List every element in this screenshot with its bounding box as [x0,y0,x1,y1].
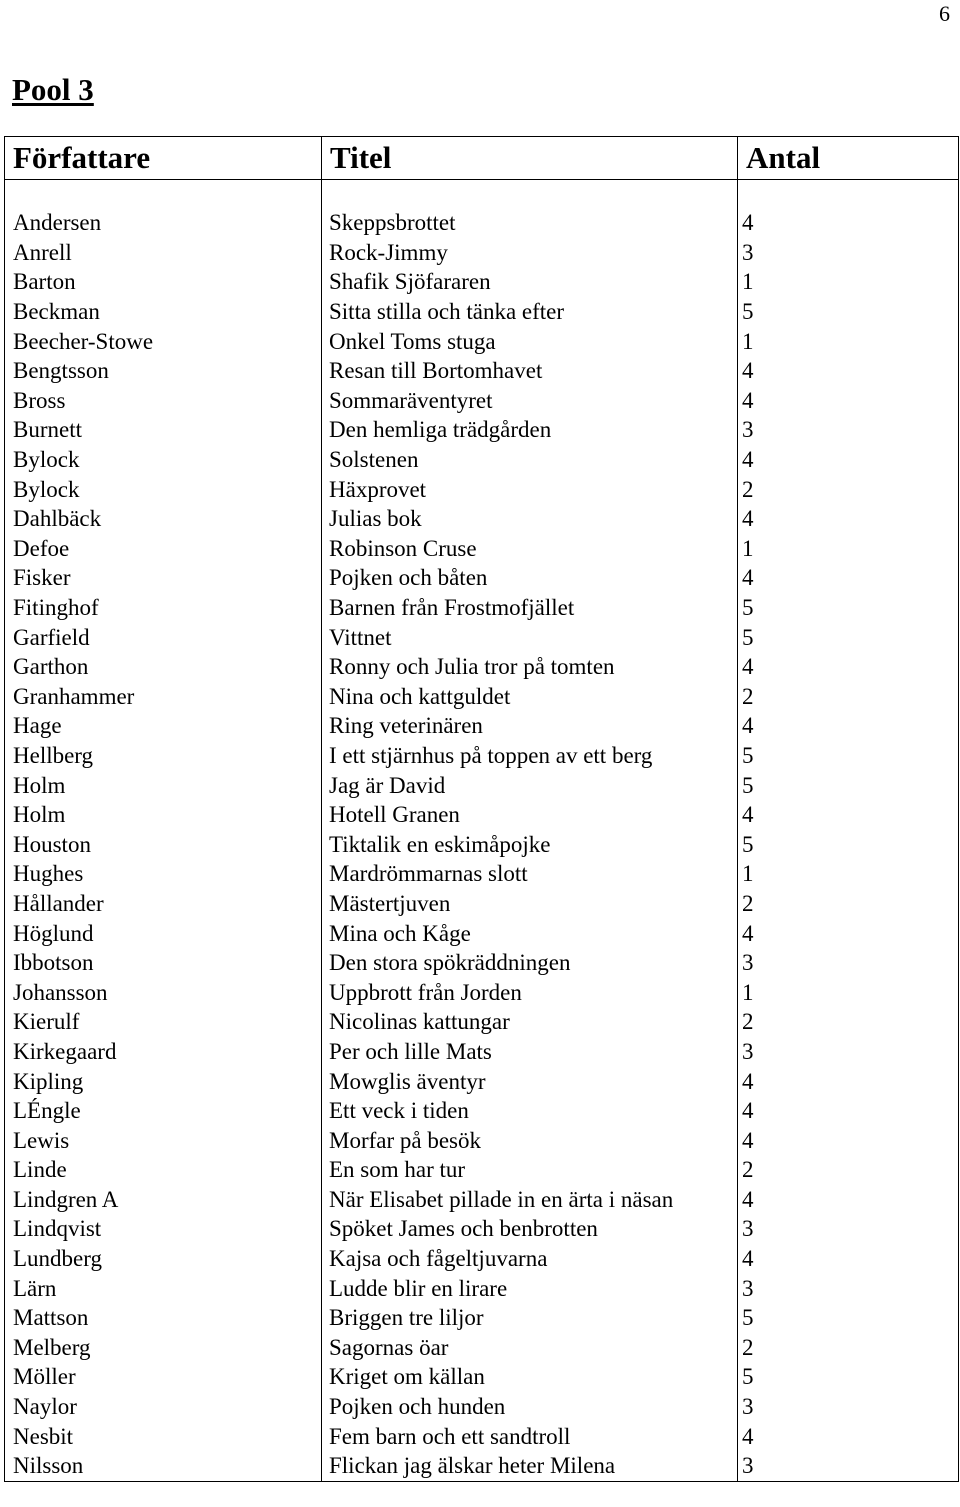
count-cell: 4 [738,800,959,830]
author-cell: Mattson [5,1303,322,1333]
count-cell: 3 [738,238,959,268]
author-cell: Barton [5,267,322,297]
table-row [5,356,959,386]
author-cell: Hage [5,711,322,741]
title-cell: Ludde blir en lirare [322,1273,738,1303]
count-cell: 3 [738,948,959,978]
table-row [5,1421,959,1451]
title-cell: Uppbrott från Jorden [322,977,738,1007]
author-cell: Fisker [5,563,322,593]
count-cell: 2 [738,474,959,504]
title-cell: Flickan jag älskar heter Milena [322,1451,738,1481]
title-cell: Mästertjuven [322,889,738,919]
table-row [5,593,959,623]
table-row [5,711,959,741]
spacer-cell [5,180,322,208]
table-row [5,800,959,830]
author-cell: Garfield [5,622,322,652]
table-row [5,1096,959,1126]
count-cell: 1 [738,326,959,356]
count-cell: 5 [738,622,959,652]
author-cell: Linde [5,1155,322,1185]
author-cell: Möller [5,1362,322,1392]
author-cell: Burnett [5,415,322,445]
count-cell: 4 [738,1421,959,1451]
title-cell: Kajsa och fågeltjuvarna [322,1244,738,1274]
count-cell: 5 [738,297,959,327]
table-row [5,415,959,445]
spacer-cell [738,180,959,208]
table-row [5,534,959,564]
table-row [5,1066,959,1096]
count-cell: 4 [738,504,959,534]
title-cell: Pojken och hunden [322,1392,738,1422]
spacer-cell [322,180,738,208]
title-cell: Mina och Kåge [322,918,738,948]
table-row [5,918,959,948]
table-row [5,1392,959,1422]
count-cell: 4 [738,1096,959,1126]
title-cell: Pojken och båten [322,563,738,593]
table-row [5,474,959,504]
author-cell: Höglund [5,918,322,948]
count-cell: 3 [738,1392,959,1422]
table-row [5,1125,959,1155]
author-cell: Hughes [5,859,322,889]
table-row [5,859,959,889]
title-cell: Vittnet [322,622,738,652]
author-cell: Andersen [5,207,322,238]
table-row [5,770,959,800]
title-cell: Tiktalik en eskimåpojke [322,829,738,859]
table-row [5,1155,959,1185]
count-cell: 4 [738,711,959,741]
author-cell: Hållander [5,889,322,919]
table-row [5,1451,959,1481]
title-cell: Ring veterinären [322,711,738,741]
page-number: 6 [939,1,950,26]
count-cell: 3 [738,1037,959,1067]
header-author: Författare [5,137,322,180]
pool-title: Pool 3 [12,72,94,107]
author-cell: Ibbotson [5,948,322,978]
title-cell: Briggen tre liljor [322,1303,738,1333]
author-cell: Lindqvist [5,1214,322,1244]
author-cell: Melberg [5,1333,322,1363]
table-row [5,1333,959,1363]
author-cell: Dahlbäck [5,504,322,534]
author-cell: Bross [5,386,322,416]
table-row [5,1244,959,1274]
title-cell: Sommaräventyret [322,386,738,416]
count-cell: 3 [738,1273,959,1303]
count-cell: 3 [738,1214,959,1244]
title-cell: När Elisabet pillade in en ärta i näsan [322,1185,738,1215]
title-cell: Häxprovet [322,474,738,504]
author-cell: Garthon [5,652,322,682]
title-cell: En som har tur [322,1155,738,1185]
author-cell: Beckman [5,297,322,327]
count-cell: 4 [738,386,959,416]
author-cell: LÉngle [5,1096,322,1126]
title-cell: I ett stjärnhus på toppen av ett berg [322,741,738,771]
count-cell: 1 [738,267,959,297]
author-cell: Nilsson [5,1451,322,1481]
author-cell: Kierulf [5,1007,322,1037]
book-table [4,136,959,1482]
title-cell: Skeppsbrottet [322,207,738,238]
count-cell: 2 [738,889,959,919]
table-row [5,682,959,712]
table-row [5,1037,959,1067]
table-row [5,741,959,771]
title-cell: Morfar på besök [322,1125,738,1155]
table-row [5,1214,959,1244]
count-cell: 2 [738,1155,959,1185]
author-cell: Beecher-Stowe [5,326,322,356]
header-count: Antal [738,137,959,180]
table-row [5,829,959,859]
count-cell: 4 [738,1125,959,1155]
title-cell: Nicolinas kattungar [322,1007,738,1037]
title-cell: Resan till Bortomhavet [322,356,738,386]
title-cell: Rock-Jimmy [322,238,738,268]
title-cell: Hotell Granen [322,800,738,830]
count-cell: 5 [738,1303,959,1333]
title-cell: Kriget om källan [322,1362,738,1392]
author-cell: Kirkegaard [5,1037,322,1067]
count-cell: 4 [738,563,959,593]
count-cell: 4 [738,356,959,386]
author-cell: Holm [5,770,322,800]
table-row [5,297,959,327]
author-cell: Granhammer [5,682,322,712]
title-cell: Jag är David [322,770,738,800]
author-cell: Bengtsson [5,356,322,386]
header-title: Titel [322,137,738,180]
count-cell: 4 [738,1244,959,1274]
author-cell: Defoe [5,534,322,564]
header-row [5,137,959,180]
author-cell: Hellberg [5,741,322,771]
count-cell: 2 [738,1007,959,1037]
title-cell: Solstenen [322,445,738,475]
count-cell: 1 [738,534,959,564]
count-cell: 4 [738,1185,959,1215]
title-cell: Robinson Cruse [322,534,738,564]
table-row [5,504,959,534]
author-cell: Houston [5,829,322,859]
author-cell: Nesbit [5,1421,322,1451]
title-cell: Mowglis äventyr [322,1066,738,1096]
title-cell: Ronny och Julia tror på tomten [322,652,738,682]
count-cell: 3 [738,415,959,445]
count-cell: 4 [738,918,959,948]
author-cell: Naylor [5,1392,322,1422]
book-rows [5,207,959,1481]
title-cell: Sitta stilla och tänka efter [322,297,738,327]
count-cell: 1 [738,977,959,1007]
title-cell: Per och lille Mats [322,1037,738,1067]
author-cell: Bylock [5,445,322,475]
table-row [5,386,959,416]
table-row [5,1007,959,1037]
title-cell: Spöket James och benbrotten [322,1214,738,1244]
author-cell: Johansson [5,977,322,1007]
author-cell: Anrell [5,238,322,268]
count-cell: 5 [738,770,959,800]
count-cell: 2 [738,1333,959,1363]
title-cell: Barnen från Frostmofjället [322,593,738,623]
title-cell: Den hemliga trädgården [322,415,738,445]
count-cell: 4 [738,1066,959,1096]
author-cell: Kipling [5,1066,322,1096]
table-row [5,238,959,268]
title-cell: Julias bok [322,504,738,534]
table-row [5,977,959,1007]
author-cell: Lewis [5,1125,322,1155]
table-header [5,137,959,180]
count-cell: 4 [738,445,959,475]
table-row [5,652,959,682]
count-cell: 4 [738,207,959,238]
table-row [5,1362,959,1392]
count-cell: 5 [738,829,959,859]
title-cell: Nina och kattguldet [322,682,738,712]
author-cell: Bylock [5,474,322,504]
author-cell: Lärn [5,1273,322,1303]
table-row [5,326,959,356]
title-cell: Onkel Toms stuga [322,326,738,356]
title-cell: Fem barn och ett sandtroll [322,1421,738,1451]
count-cell: 5 [738,1362,959,1392]
table-row [5,207,959,238]
table-row [5,563,959,593]
author-cell: Fitinghof [5,593,322,623]
title-cell: Ett veck i tiden [322,1096,738,1126]
title-cell: Den stora spökräddningen [322,948,738,978]
count-cell: 5 [738,741,959,771]
table-row [5,267,959,297]
table-row [5,889,959,919]
title-cell: Sagornas öar [322,1333,738,1363]
title-cell: Mardrömmarnas slott [322,859,738,889]
table-row [5,622,959,652]
table-row [5,1303,959,1333]
table-row [5,1185,959,1215]
author-cell: Holm [5,800,322,830]
count-cell: 1 [738,859,959,889]
spacer-body [5,180,959,208]
table-row [5,948,959,978]
table-row [5,445,959,475]
author-cell: Lindgren A [5,1185,322,1215]
table-row [5,1273,959,1303]
spacer-row [5,180,959,208]
count-cell: 2 [738,682,959,712]
count-cell: 4 [738,652,959,682]
author-cell: Lundberg [5,1244,322,1274]
count-cell: 5 [738,593,959,623]
count-cell: 3 [738,1451,959,1481]
title-cell: Shafik Sjöfararen [322,267,738,297]
